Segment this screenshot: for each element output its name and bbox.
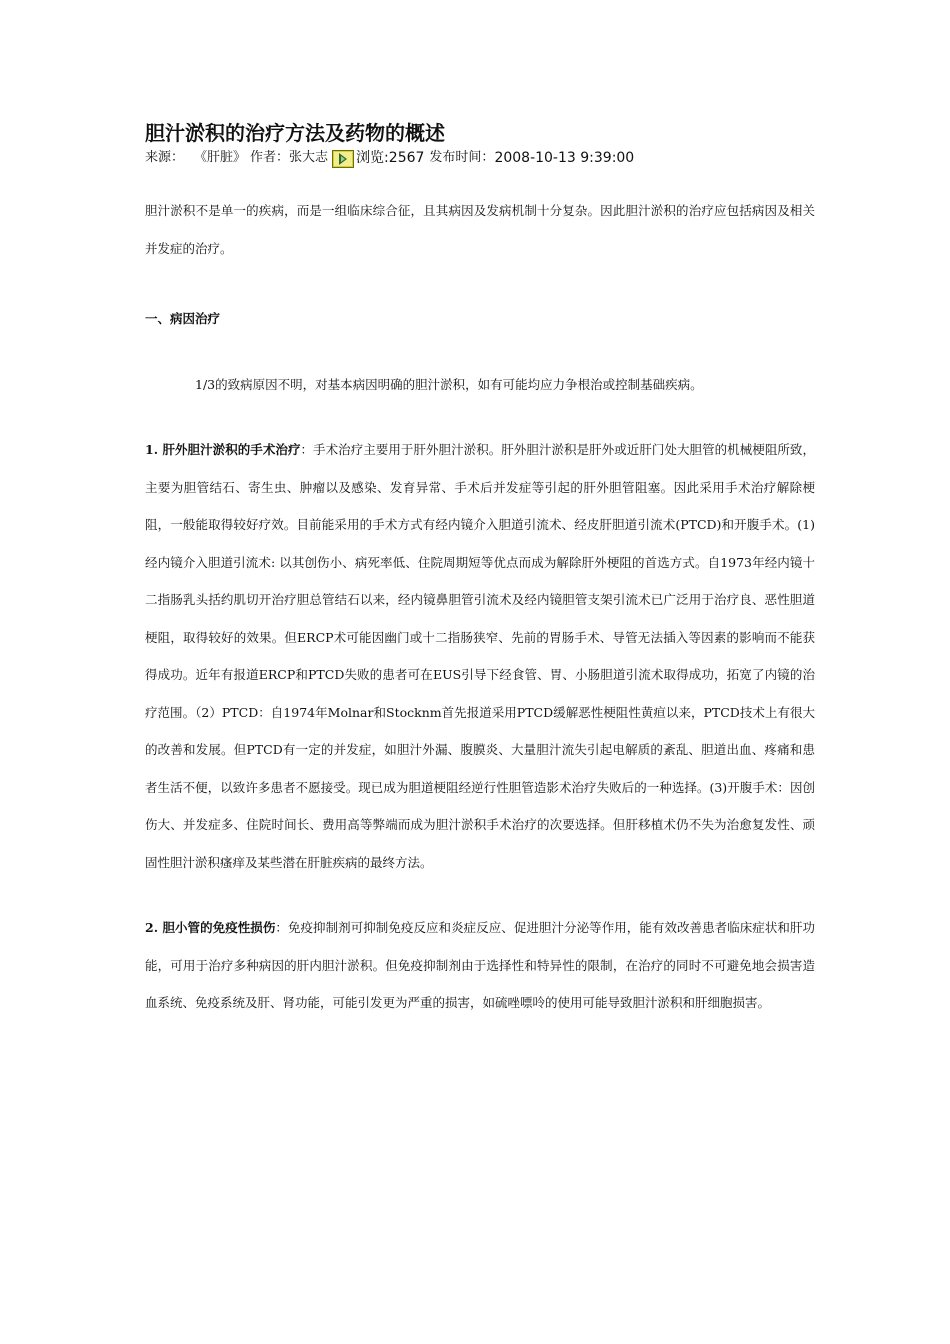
surgical-treatment-body: ：手术治疗主要用于肝外胆汁淤积。肝外胆汁淤积是肝外或近肝门处大胆管的机械梗阻所致，主要为胆管结石、寄生虫、肿瘤以及感染、发育异常、手术后并发症等引起的肝外胆管阻塞。因此采用手术治疗解除梗阻，一般能取得较好疗效。目前能采用的手术方式有经内镜介入胆道引流术、经皮肝胆道引流术(PTCD)和开腹手术。(1)经内镜介入胆道引流术: 以其创伤小、病死率低、住院周期短等优点而成为解除肝外梗阻的首选方式。自1973年经内镜十二指肠乳头括约肌切开治疗胆总管结石以来，经内镜鼻胆管引流术及经内镜胆管支架引流术已广泛用于治疗良、恶性胆道梗阻，取得较好的效果。但ERCP术可能因幽门或十二指肠狭窄、先前的胃肠手术、导管无法插入等因素的影响而不能获得成功。近年有报道ERCP和PTCD失败的患者可在EUS引导下经食管、胃、小肠胆道引流术取得成功，拓宽了内镜的治疗范围。（2）PTCD：自1974年Molnar和Stocknm首先报道采用PTCD缓解恶性梗阻性黄疸以来，PTCD技术上有很大的改善和发展。但PTCD有一定的并发症，如胆汁外漏、腹膜炎、大量胆汁流失引起电解质的紊乱、胆道出血、疼痛和患者生活不便，以致许多患者不愿接受。现已成为胆道梗阻经逆行性胆管造影术治疗失败后的一种选择。(3)开腹手术：因创伤大、并发症多、住院时间长、费用高等弊端而成为胆汁淤积手术治疗的次要选择。但肝移植术仍不失为治愈复发性、顽固性胆汁淤积瘙痒及某些潜在肝脏疾病的最终方法。 (145, 442, 815, 870)
immune-injury-title: 2. 胆小管的免疫性损伤 (145, 920, 276, 935)
views-icon (332, 150, 354, 166)
immune-injury-paragraph (145, 909, 815, 1022)
published-label: 发布时间： (429, 150, 495, 165)
surgical-treatment-title: 1. 肝外胆汁淤积的手术治疗 (145, 442, 301, 457)
views-count: 2567 (388, 150, 425, 166)
page-title: 胆汁淤积的治疗方法及药物的概述 (145, 121, 445, 145)
author-label: 作者： (250, 150, 290, 165)
source-label: 来源： (145, 150, 185, 165)
surgical-treatment-paragraph (145, 431, 815, 881)
author-value: 张大志 (289, 150, 329, 165)
article (145, 118, 815, 1022)
section-heading-etiology: 一、病因治疗 (145, 311, 221, 326)
views-label: 浏览: (356, 150, 389, 166)
immune-injury-body: ：免疫抑制剂可抑制免疫反应和炎症反应、促进胆汁分泌等作用，能有效改善患者临床症状和肝功能，可用于治疗多种病因的肝内胆汁淤积。但免疫抑制剂由于选择性和特异性的限制，在治疗的同时不可避免地会损害造血系统、免疫系统及肝、肾功能，可能引发更为严重的损害，如硫唑嘌呤的使用可能导致胆汁淤积和肝细胞损害。 (145, 920, 815, 1010)
etiology-lead-paragraph: 1/3的致病原因不明，对基本病因明确的胆汁淤积，如有可能均应力争根治或控制基础疾病。 (195, 376, 703, 392)
published-time: 2008-10-13 9:39:00 (494, 150, 635, 166)
article-meta (145, 146, 815, 170)
intro-paragraph: 胆汁淤积不是单一的疾病，而是一组临床综合征，且其病因及发病机制十分复杂。因此胆汁淤积的治疗应包括病因及相关并发症的治疗。 (145, 203, 815, 256)
source-value: 《肝脏》 (194, 150, 247, 165)
